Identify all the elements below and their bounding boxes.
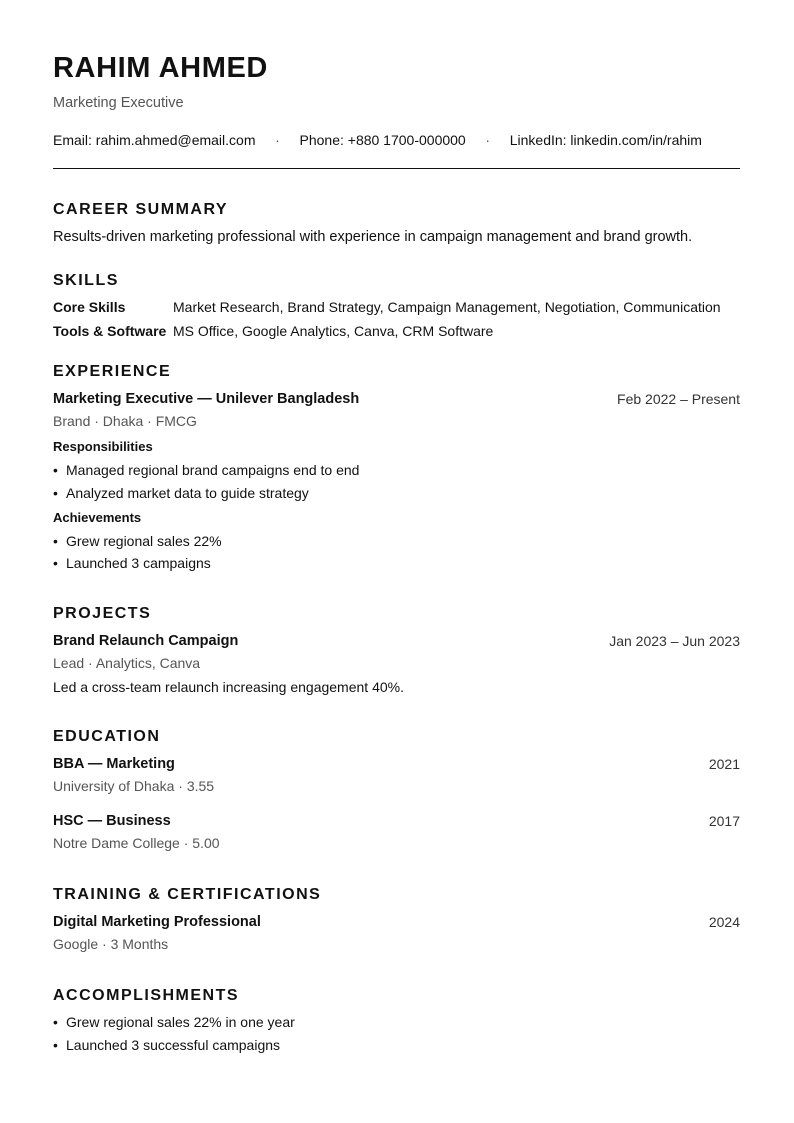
training-meta: Google · 3 Months [53, 936, 169, 952]
project-name: Brand Relaunch Campaign [53, 633, 239, 649]
summary-text: Results-driven marketing professional with experience in campaign management and brand growth. [53, 229, 693, 245]
skill-label: Tools & Software [53, 323, 167, 339]
skill-label: Core Skills [53, 299, 126, 315]
contact-phone: Phone: +880 1700-000000 [299, 132, 466, 148]
bullet-icon: • [53, 462, 58, 478]
contact-email: Email: rahim.ahmed@email.com [53, 132, 256, 148]
section-heading-summary: CAREER SUMMARY [53, 201, 229, 218]
training-name: Digital Marketing Professional [53, 914, 261, 930]
education-degree: HSC — Business [53, 813, 171, 829]
experience-dates: Feb 2022 – Present [617, 391, 740, 407]
list-item-text: Grew regional sales 22% [66, 533, 222, 549]
list-item-text: Launched 3 successful campaigns [66, 1037, 281, 1053]
list-item-text: Launched 3 campaigns [66, 555, 211, 571]
education-meta: University of Dhaka · 3.55 [53, 778, 215, 794]
section-heading-education: EDUCATION [53, 728, 161, 745]
list-item-text: Managed regional brand campaigns end to end [66, 462, 360, 478]
training-year: 2024 [708, 914, 740, 930]
header-divider [53, 168, 740, 169]
bullet-icon: • [53, 533, 58, 549]
section-heading-projects: PROJECTS [53, 605, 152, 622]
candidate-name: RAHIM AHMED [53, 52, 268, 84]
skill-value: MS Office, Google Analytics, Canva, CRM Software [173, 323, 494, 339]
bullet-icon: • [53, 1014, 58, 1030]
list-item [53, 554, 211, 572]
education-year: 2021 [708, 756, 740, 772]
skill-value: Market Research, Brand Strategy, Campaign Management, Negotiation, Communication [173, 299, 721, 315]
project-dates: Jan 2023 – Jun 2023 [609, 633, 740, 649]
list-item [53, 532, 222, 550]
contact-line [53, 131, 702, 149]
section-heading-skills: SKILLS [53, 272, 119, 289]
section-heading-accomplishments: ACCOMPLISHMENTS [53, 987, 240, 1004]
contact-separator: · [275, 132, 280, 148]
experience-meta: Brand · Dhaka · FMCG [53, 413, 197, 429]
contact-separator: · [485, 132, 491, 148]
education-meta: Notre Dame College · 5.00 [53, 835, 220, 851]
candidate-title: Marketing Executive [53, 95, 184, 111]
bullet-icon: • [53, 555, 58, 571]
experience-role: Marketing Executive — Unilever Bangladesh [53, 391, 360, 407]
list-item-text: Grew regional sales 22% in one year [66, 1014, 295, 1030]
education-year: 2017 [708, 813, 740, 829]
education-degree: BBA — Marketing [53, 756, 175, 772]
responsibilities-label: Responsibilities [53, 439, 153, 454]
bullet-icon: • [53, 485, 58, 501]
list-item [53, 461, 359, 479]
list-item [53, 1013, 295, 1031]
bullet-icon: • [53, 1037, 58, 1053]
achievements-label: Achievements [53, 510, 142, 525]
list-item-text: Analyzed market data to guide strategy [66, 485, 309, 501]
section-heading-experience: EXPERIENCE [53, 363, 172, 380]
project-description: Led a cross-team relaunch increasing engagement 40%. [53, 679, 404, 695]
list-item [53, 484, 309, 502]
list-item [53, 1036, 280, 1054]
project-meta: Lead · Analytics, Canva [53, 655, 201, 671]
contact-linkedin: LinkedIn: linkedin.com/in/rahim [509, 132, 702, 148]
section-heading-training: TRAINING & CERTIFICATIONS [53, 886, 322, 903]
